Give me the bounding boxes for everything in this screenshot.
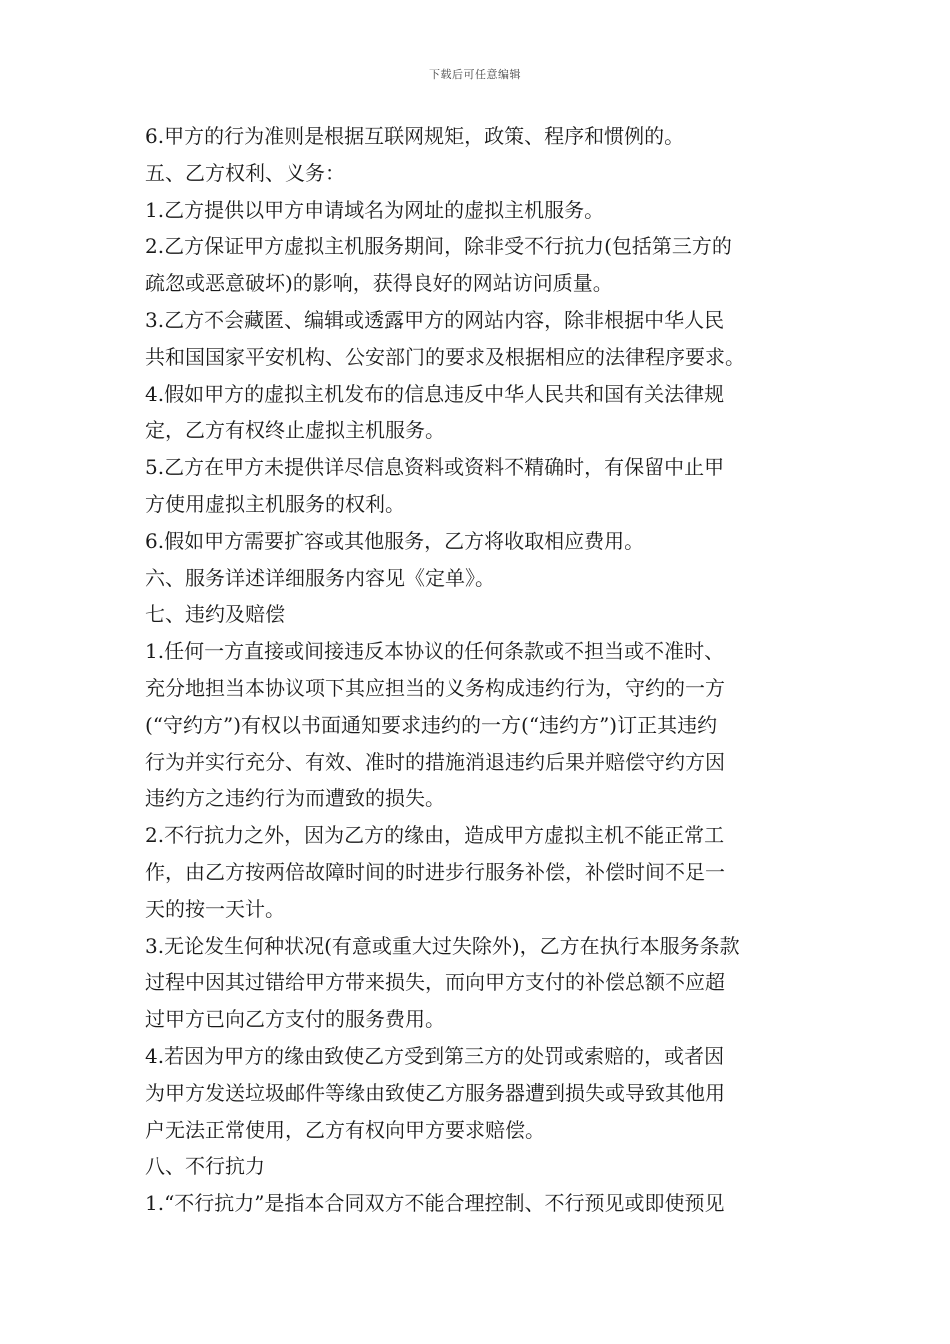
paragraph-line: 作，由乙方按两倍故障时间的时进步行服务补偿，补偿时间不足一 — [145, 859, 725, 884]
paragraph-p14 — [145, 1038, 813, 1148]
paragraph-line: 户无法正常使用，乙方有权向甲方要求赔偿。 — [145, 1117, 545, 1142]
paragraph-line: 定，乙方有权终止虚拟主机服务。 — [145, 418, 445, 443]
paragraph-p15 — [145, 1148, 813, 1185]
paragraph-line: 方使用虚拟主机服务的权利。 — [145, 491, 405, 516]
document-body — [145, 118, 813, 1222]
page-header: 下载后可任意编辑 — [429, 68, 521, 81]
paragraph-line: 1.任何一方直接或间接违反本协议的任何条款或不担当或不准时、 — [145, 639, 725, 664]
paragraph-p12 — [145, 817, 813, 927]
paragraph-line: 6.甲方的行为准则是根据互联网规矩，政策、程序和惯例的。 — [145, 124, 685, 148]
paragraph-line: 七、违约及赔偿 — [145, 602, 285, 627]
paragraph-p7 — [145, 449, 813, 523]
paragraph-line: 疏忽或恶意破坏)的影响，获得良好的网站访问质量。 — [145, 271, 613, 296]
paragraph-line: 过甲方已向乙方支付的服务费用。 — [145, 1007, 445, 1032]
paragraph-line: 天的按一天计。 — [145, 896, 285, 921]
paragraph-line: 过程中因其过错给甲方带来损失，而向甲方支付的补偿总额不应超 — [145, 970, 725, 995]
paragraph-p4 — [145, 228, 813, 302]
paragraph-p8 — [145, 523, 813, 560]
paragraph-line: 3.乙方不会藏匿、编辑或透露甲方的网站内容，除非根据中华人民 — [145, 307, 725, 332]
paragraph-line: 八、不行抗力 — [145, 1154, 265, 1179]
paragraph-p16 — [145, 1185, 813, 1222]
paragraph-line: 五、乙方权利、义务： — [145, 160, 345, 185]
paragraph-line: 4.假如甲方的虚拟主机发布的信息违反中华人民共和国有关法律规 — [145, 381, 725, 406]
paragraph-p1 — [145, 118, 813, 155]
paragraph-line: 2.不行抗力之外，因为乙方的缘由，造成甲方虚拟主机不能正常工 — [145, 823, 725, 848]
paragraph-line: 5.乙方在甲方未提供详尽信息资料或资料不精确时，有保留中止甲 — [145, 455, 725, 480]
paragraph-line: 2.乙方保证甲方虚拟主机服务期间，除非受不行抗力(包括第三方的 — [145, 234, 732, 259]
paragraph-line: 共和国国家平安机构、公安部门的要求及根据相应的法律程序要求。 — [145, 344, 745, 369]
paragraph-line: 3.无论发生何种状况(有意或重大过失除外)，乙方在执行本服务条款 — [145, 933, 740, 958]
paragraph-line: 六、服务详述详细服务内容见《定单》。 — [145, 565, 495, 590]
paragraph-p5 — [145, 302, 813, 376]
paragraph-line: 1.“不行抗力”是指本合同双方不能合理控制、不行预见或即使预见 — [145, 1191, 725, 1216]
paragraph-line: 1.乙方提供以甲方申请域名为网址的虚拟主机服务。 — [145, 197, 605, 222]
paragraph-p3 — [145, 192, 813, 229]
paragraph-line: 6.假如甲方需要扩容或其他服务，乙方将收取相应费用。 — [145, 528, 645, 553]
paragraph-p10 — [145, 596, 813, 633]
paragraph-line: 行为并实行充分、有效、准时的措施消退违约后果并赔偿守约方因 — [145, 749, 725, 774]
paragraph-line: 为甲方发送垃圾邮件等缘由致使乙方服务器遭到损失或导致其他用 — [145, 1080, 725, 1105]
paragraph-line: 4.若因为甲方的缘由致使乙方受到第三方的处罚或索赔的，或者因 — [145, 1043, 725, 1068]
paragraph-p6 — [145, 376, 813, 450]
paragraph-p13 — [145, 928, 813, 1038]
paragraph-line: 充分地担当本协议项下其应担当的义务构成违约行为，守约的一方 — [145, 675, 725, 700]
paragraph-p2 — [145, 155, 813, 192]
paragraph-line: (“守约方”)有权以书面通知要求违约的一方(“违约方”)订正其违约 — [145, 712, 718, 737]
paragraph-line: 违约方之违约行为而遭致的损失。 — [145, 786, 445, 811]
paragraph-p9 — [145, 560, 813, 597]
paragraph-p11 — [145, 633, 813, 817]
